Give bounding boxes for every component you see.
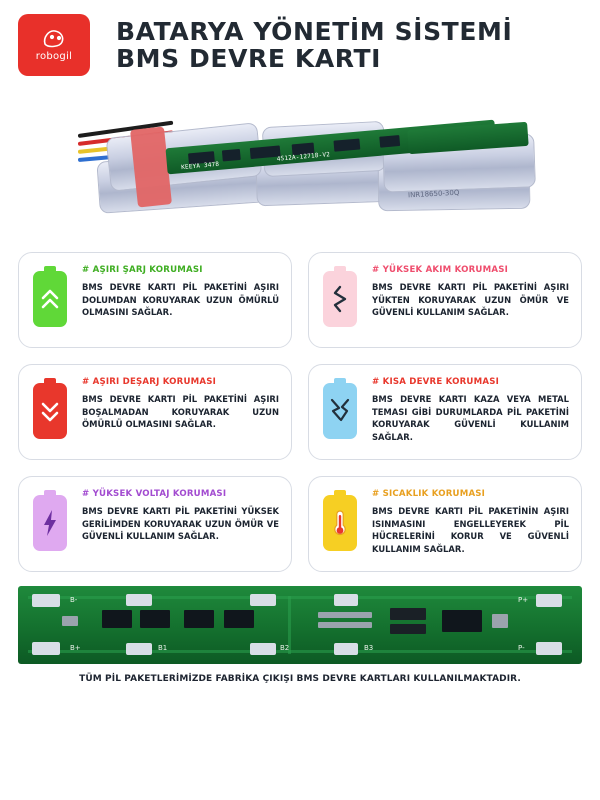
feature-title: # KISA DEVRE KORUMASI [372,377,499,387]
feature-title: # SICAKLIK KORUMASI [372,489,486,499]
feature-title: # AŞIRI DEŞARJ KORUMASI [82,377,217,387]
page-title [116,18,512,72]
battery-overcharge-icon [31,265,71,331]
pad [334,594,358,606]
feature-card-overdischarge [18,364,292,460]
pad [32,594,60,607]
feature-title: # YÜKSEK VOLTAJ KORUMASI [82,489,227,499]
feature-text: BMS DEVRE KARTI PİL PAKETİNİ AŞIRI BOŞALMADAN KORUYARAK UZUN ÖMÜRLÜ OLMASINI SAĞLAR. [82,394,279,430]
pad-label: B2 [280,644,290,652]
pad [250,643,276,655]
pad-label: B3 [364,644,374,652]
brand-logo-text: robogil [35,51,73,62]
feature-card-short-circuit [308,364,582,460]
feature-text: BMS DEVRE KARTI PİL PAKETİNİ AŞIRI DOLUMDAN KORUYARAK UZUN ÖMÜRLÜ OLMASINI SAĞLAR. [82,282,279,318]
page-header [18,0,582,72]
pad [536,642,562,655]
pad-label: P+ [518,596,529,604]
feature-text: BMS DEVRE KARTI PİL PAKETİNİ YÜKSEK GERİLİMDEN KORUYARAK UZUN ÖMÜR VE GÜVENLİ KULLANIM SAĞLAR. [82,506,279,542]
battery-temperature-icon [321,489,361,555]
battery-short-circuit-icon [321,377,361,443]
feature-card-overcurrent [308,252,582,348]
feature-text: BMS DEVRE KARTI KAZA VEYA METAL TEMASI GİBİ DURUMLARDA PİL PAKETİNİ KORUYARAK GÜVENLİ KULLANIM SAĞLAR. [372,394,569,442]
page-title-line-2: BMS DEVRE KARTI [116,44,382,73]
feature-title: # AŞIRI ŞARJ KORUMASI [82,265,203,275]
pad-label: B1 [158,644,168,652]
feature-card-overvoltage [18,476,292,572]
robot-head-icon [41,28,67,48]
pad-label: B+ [70,644,81,652]
battery-pack-illustration [78,108,538,218]
pad-label: B- [70,596,78,604]
pad [250,594,276,606]
hero-image [18,76,582,246]
pad [126,643,152,655]
footer-note: TÜM PİL PAKETLERİMİZDE FABRİKA ÇIKIŞI BMS DEVRE KARTLARI KULLANILMAKTADIR. [79,674,521,684]
feature-text: BMS DEVRE KARTI PİL PAKETİNİ AŞIRI YÜKTEN KORUYARAK UZUN ÖMÜR VE GÜVENLİ KULLANIM SAĞLAR. [372,282,569,318]
feature-card-temperature [308,476,582,572]
board-print-2: KEEYA 3478 [180,160,220,172]
feature-grid [18,252,582,572]
brand-logo [18,14,90,76]
battery-overvoltage-icon [31,489,71,555]
battery-overcurrent-icon [321,265,361,331]
pad [536,594,562,607]
feature-title: # YÜKSEK AKIM KORUMASI [372,265,508,275]
pad [126,594,152,606]
pad [32,642,60,655]
feature-card-overcharge [18,252,292,348]
bms-board-illustration [18,586,582,664]
pad [334,643,358,655]
board-print-1: 4S12A-12718-V2 [276,151,331,163]
feature-text: BMS DEVRE KARTI PİL PAKETİNİN AŞIRI ISINMASINI ENGELLEYEREK PİL HÜCRELERİNİ KORUR VE GÜVENLİ KULLANIM SAĞLAR. [372,506,569,554]
battery-overdischarge-icon [31,377,71,443]
page-title-line-1: BATARYA YÖNETİM SİSTEMİ [116,17,513,46]
cell-print-label: INR18650-30Q [407,188,460,200]
bms-board-photo [18,586,582,684]
pad-label: P- [518,644,525,652]
